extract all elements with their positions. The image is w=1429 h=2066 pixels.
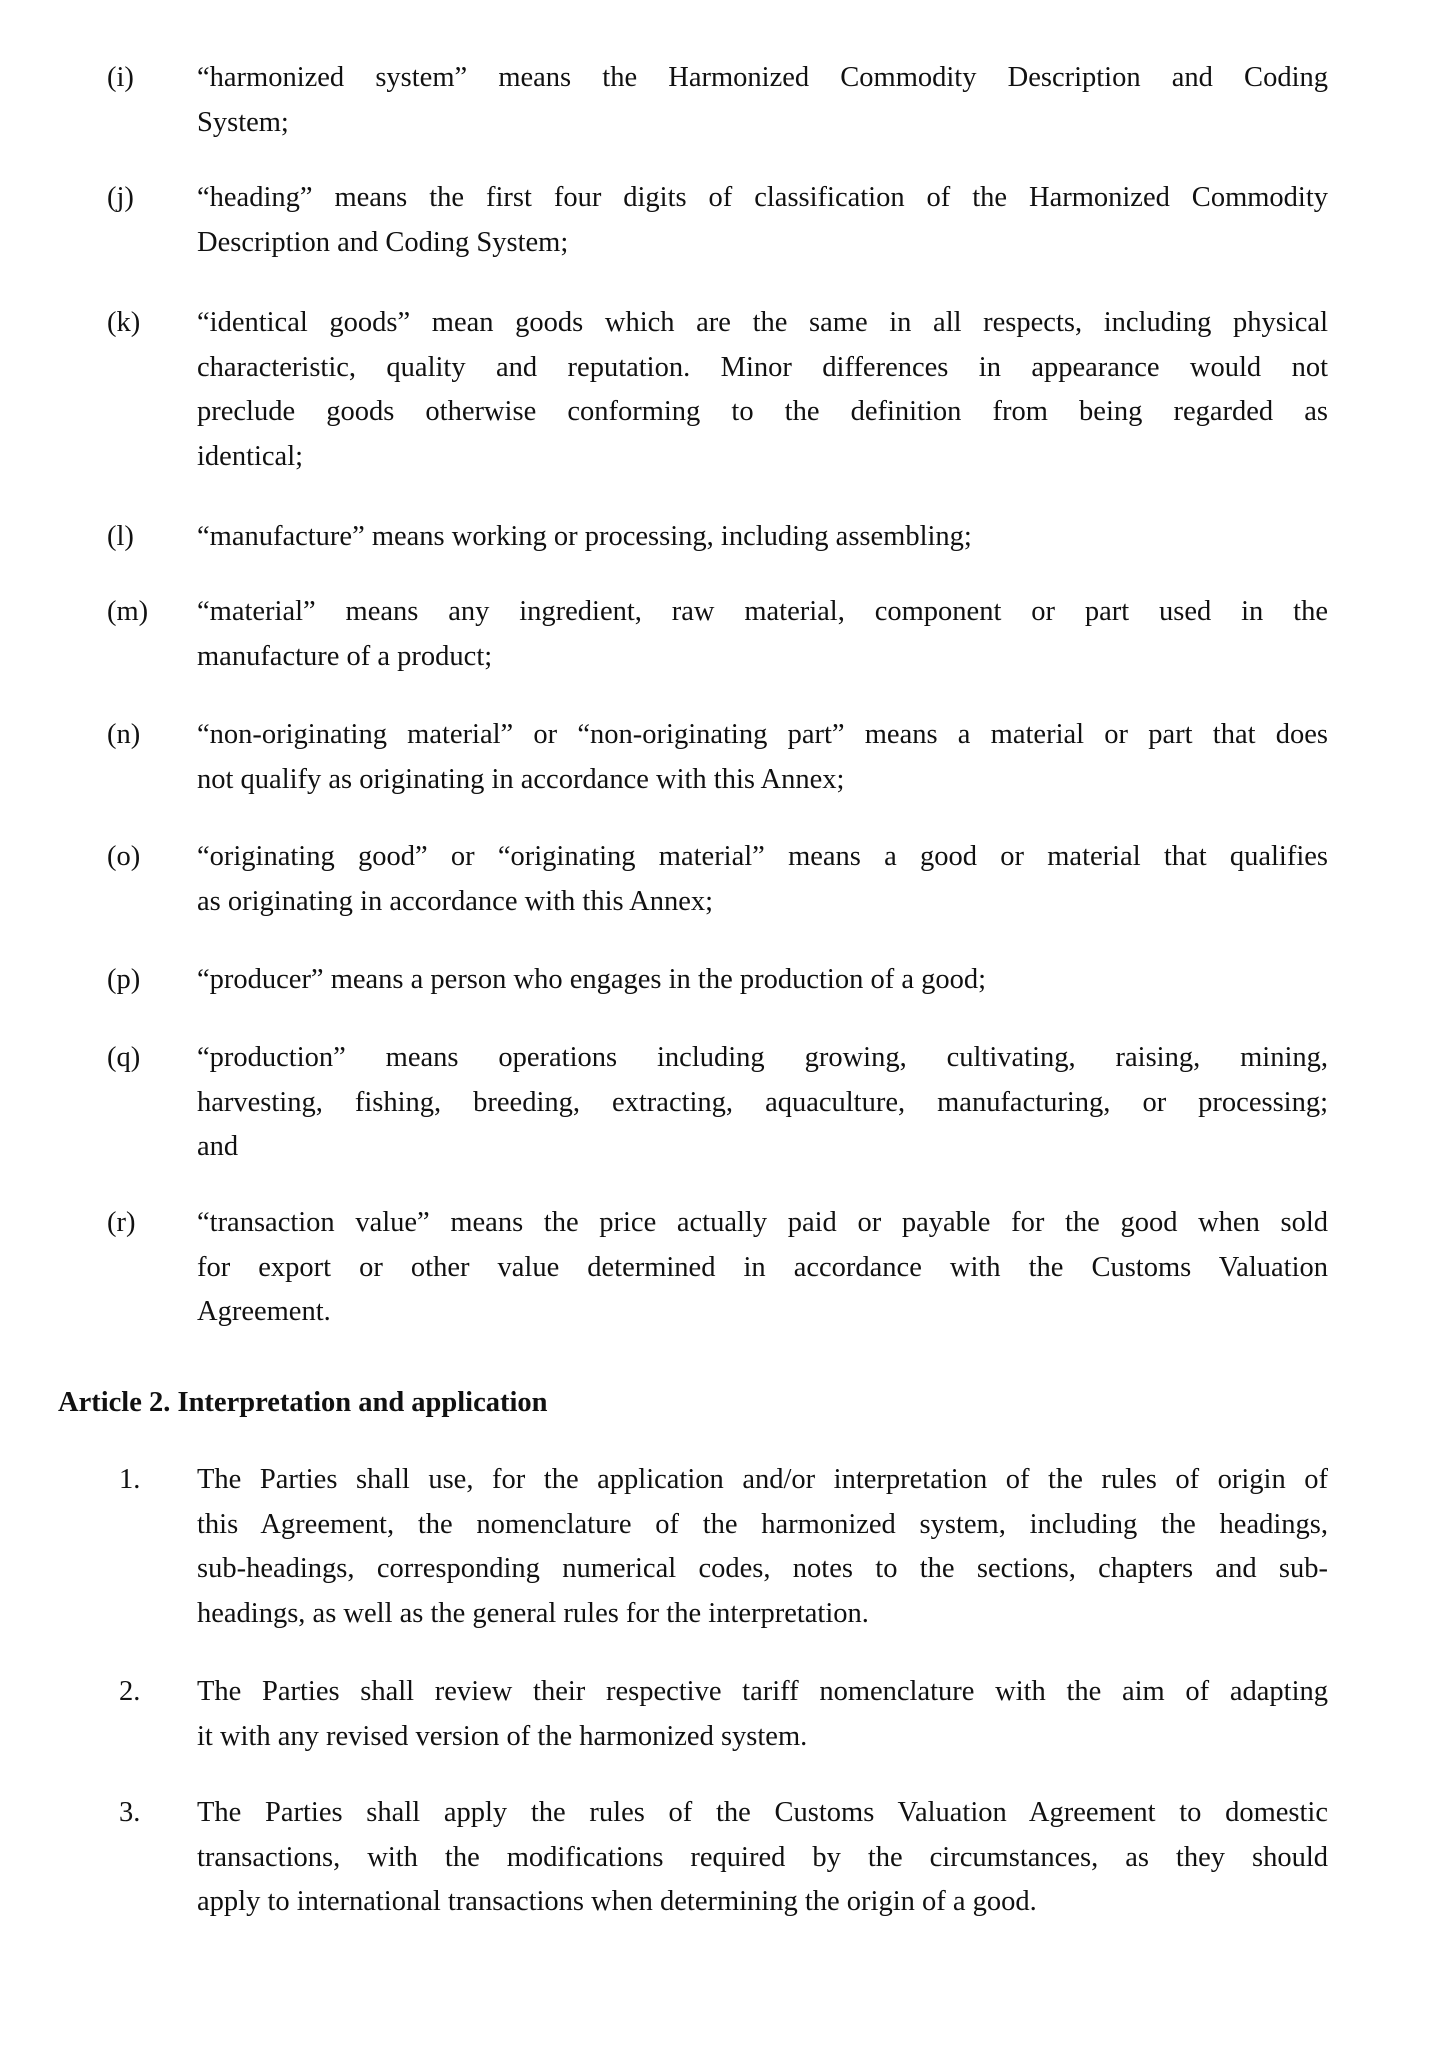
definition-text bbox=[197, 590, 1328, 679]
text-line: “originating good” or “originating material” means a good or material that qualifies bbox=[197, 841, 1328, 872]
text-line: headings, as well as the general rules for the interpretation. bbox=[197, 1598, 869, 1630]
text-line: preclude goods otherwise conforming to the definition from being regarded as bbox=[197, 396, 1328, 428]
definition-label: (k) bbox=[107, 307, 141, 338]
definition-text bbox=[197, 1036, 1328, 1170]
text-line: “heading” means the first four digits of classification of the Harmonized Commodity bbox=[197, 182, 1328, 213]
definition-label: (l) bbox=[107, 521, 134, 552]
definition-text bbox=[197, 713, 1328, 802]
text-line: “material” means any ingredient, raw material, component or part used in the bbox=[197, 596, 1328, 627]
text-line: this Agreement, the nomenclature of the harmonized system, including the headings, bbox=[197, 1508, 1328, 1540]
text-line: not qualify as originating in accordance with this Annex; bbox=[197, 763, 845, 795]
definition-label: (n) bbox=[107, 719, 141, 750]
definition-label: (i) bbox=[107, 62, 134, 93]
text-line: “identical goods” mean goods which are the same in all respects, including physical bbox=[197, 307, 1328, 338]
item-text bbox=[197, 1458, 1328, 1637]
item-number: 3. bbox=[119, 1797, 141, 1828]
text-line: transactions, with the modifications required by the circumstances, as they should bbox=[197, 1841, 1328, 1873]
text-line: The Parties shall apply the rules of the Customs Valuation Agreement to domestic bbox=[197, 1797, 1328, 1828]
text-line: sub-headings, corresponding numerical codes, notes to the sections, chapters and sub- bbox=[197, 1553, 1328, 1585]
definition-label: (r) bbox=[107, 1207, 136, 1238]
text-line: and bbox=[197, 1131, 239, 1163]
item-text bbox=[197, 1791, 1328, 1925]
item-number: 1. bbox=[119, 1464, 141, 1495]
text-line: “harmonized system” means the Harmonized Commodity Description and Coding bbox=[197, 62, 1328, 93]
text-line: identical; bbox=[197, 441, 304, 473]
text-line: as originating in accordance with this Annex; bbox=[197, 885, 714, 917]
text-line: Description and Coding System; bbox=[197, 226, 569, 258]
text-line: The Parties shall use, for the application and/or interpretation of the rules of origin of bbox=[197, 1464, 1328, 1495]
definition-text bbox=[197, 835, 1328, 924]
text-line: The Parties shall review their respective tariff nomenclature with the aim of adapting bbox=[197, 1676, 1328, 1707]
text-line: Agreement. bbox=[197, 1296, 331, 1328]
text-line: for export or other value determined in accordance with the Customs Valuation bbox=[197, 1251, 1328, 1283]
text-line: manufacture of a product; bbox=[197, 640, 493, 672]
text-line: “production” means operations including growing, cultivating, raising, mining, bbox=[197, 1042, 1328, 1073]
definition-text bbox=[197, 176, 1328, 265]
definition-label: (q) bbox=[107, 1042, 141, 1073]
text-line: characteristic, quality and reputation. Minor differences in appearance would not bbox=[197, 351, 1328, 383]
definition-text bbox=[197, 958, 1328, 1003]
text-line: harvesting, fishing, breeding, extracting, aquaculture, manufacturing, or processing; bbox=[197, 1086, 1328, 1118]
definition-text bbox=[197, 1201, 1328, 1335]
text-line: “transaction value” means the price actually paid or payable for the good when sold bbox=[197, 1207, 1328, 1238]
article-heading: Article 2. Interpretation and application bbox=[58, 1387, 548, 1418]
definition-label: (o) bbox=[107, 841, 141, 872]
text-line: apply to international transactions when determining the origin of a good. bbox=[197, 1886, 1037, 1918]
text-line: System; bbox=[197, 106, 289, 138]
definition-text bbox=[197, 301, 1328, 480]
text-line: “non-originating material” or “non-originating part” means a material or part that does bbox=[197, 719, 1328, 750]
definition-text bbox=[197, 515, 1328, 560]
definition-text bbox=[197, 56, 1328, 145]
definition-label: (m) bbox=[107, 596, 149, 627]
item-text bbox=[197, 1670, 1328, 1759]
text-line: “producer” means a person who engages in the production of a good; bbox=[197, 964, 987, 995]
text-line: “manufacture” means working or processing, including assembling; bbox=[197, 521, 972, 552]
item-number: 2. bbox=[119, 1676, 141, 1707]
definition-label: (p) bbox=[107, 964, 141, 995]
definition-label: (j) bbox=[107, 182, 134, 213]
text-line: it with any revised version of the harmonized system. bbox=[197, 1720, 808, 1752]
